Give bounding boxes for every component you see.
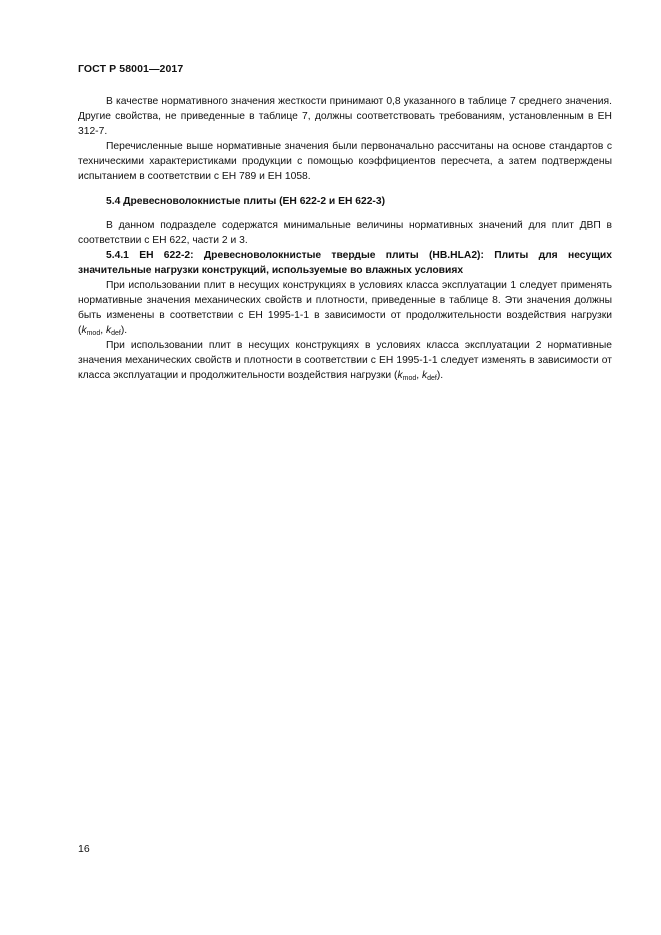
document-header: ГОСТ Р 58001—2017 bbox=[78, 63, 184, 75]
paragraph-stiffness: В качестве нормативного значения жесткости принимают 0,8 указанного в таблице 7 среднего значения. Другие свойства, не приведенные в таблице 7, должны соответствовать требованиям, установленным в ЕН 312-7. bbox=[78, 96, 612, 137]
paragraph-service-class-1 bbox=[78, 278, 612, 338]
paragraph-service-class-1-text: При использовании плит в несущих конструкциях в условиях класса эксплуатации 1 следует применять нормативные значения механических свойств и плотности, приведенные в таблице 8. Эти значения должны быть изменены в соответствии с ЕН 1995-1-1 в зависимости от продолжительности воздействия нагрузки ( bbox=[78, 280, 612, 336]
comma-separator: , bbox=[416, 370, 422, 381]
closing-parenthesis: ). bbox=[120, 325, 128, 336]
subscript-mod: mod bbox=[86, 330, 101, 337]
section-5-4-intro: В данном подразделе содержатся минимальные величины нормативных значений для плит ДВП в соответствии с ЕН 622, части 2 и 3. bbox=[78, 220, 612, 246]
subscript-def: def bbox=[111, 330, 121, 337]
paragraph-service-class-2-text: При использовании плит в несущих конструкциях в условиях класса эксплуатации 2 нормативные значения механических свойств и плотности в соответствии с ЕН 1995-1-1 следует изменять в зависимости от класса эксплуатации и продолжительности воздействия нагрузки ( bbox=[78, 340, 612, 381]
section-heading-5-4-1: 5.4.1 ЕН 622-2: Древесноволокнистые твердые плиты (HB.HLA2): Плиты для несущих значительные нагрузки конструкций, используемые во влажных условиях bbox=[78, 250, 612, 276]
k-symbol: k bbox=[105, 325, 112, 336]
document-body bbox=[78, 94, 612, 383]
k-symbol: k bbox=[397, 370, 403, 381]
k-symbol: k bbox=[421, 370, 428, 381]
k-symbol: k bbox=[81, 325, 87, 336]
paragraph-normative-values: Перечисленные выше нормативные значения были первоначально рассчитаны на основе стандартов с техническими характеристиками продукции с помощью коэффициентов пересчета, а затем подтверждены испытанием в соответствии с ЕН 789 и ЕН 1058. bbox=[78, 141, 612, 182]
subscript-def: def bbox=[427, 375, 437, 382]
subscript-mod: mod bbox=[402, 375, 417, 382]
comma-separator: , bbox=[100, 325, 106, 336]
page-number: 16 bbox=[78, 843, 90, 855]
section-heading-5-4: 5.4 Древесноволокнистые плиты (ЕН 622-2 и ЕН 622-3) bbox=[106, 196, 386, 207]
closing-parenthesis: ). bbox=[436, 370, 444, 381]
paragraph-service-class-2 bbox=[78, 338, 612, 383]
